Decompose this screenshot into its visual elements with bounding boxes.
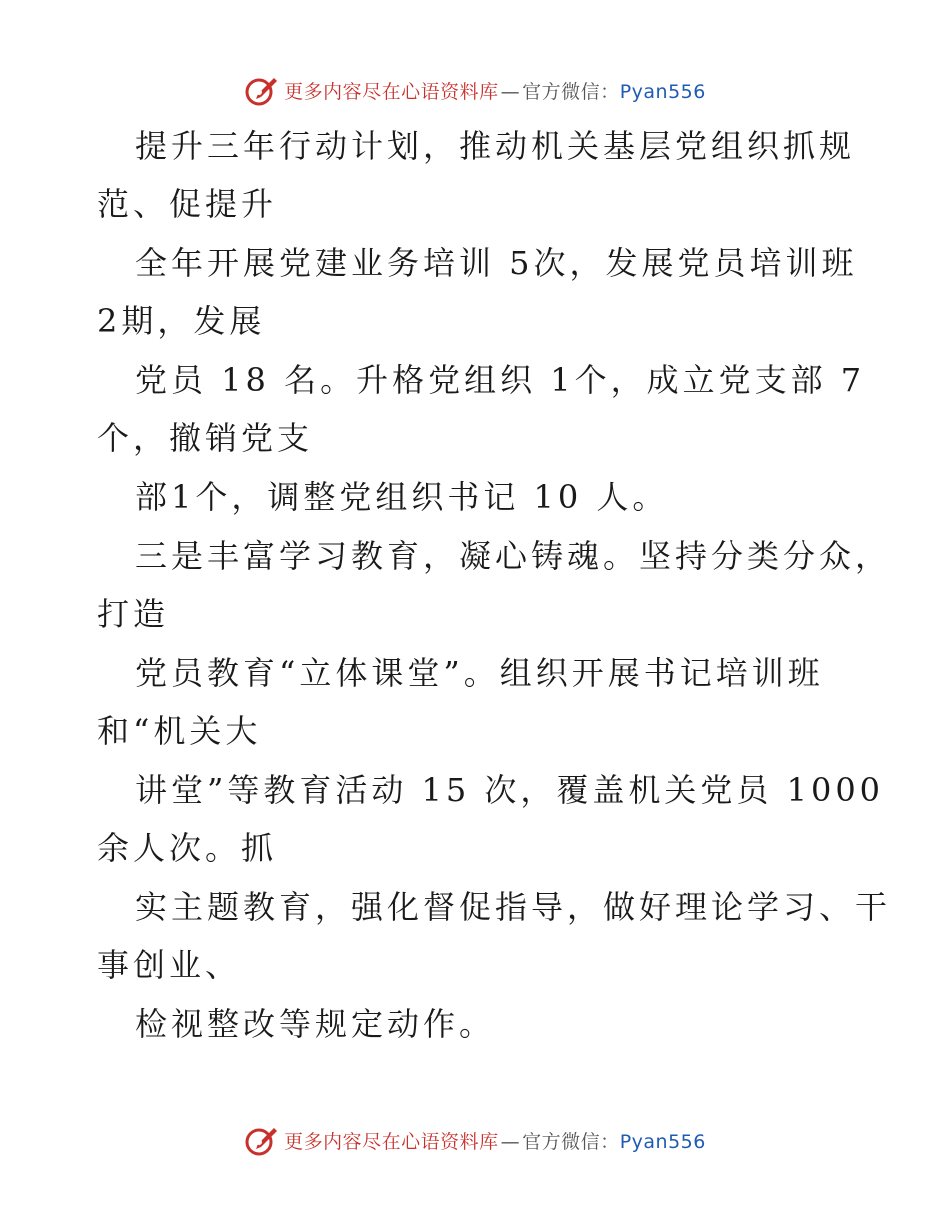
header-red-text: 更多内容尽在心语资料库 bbox=[284, 80, 499, 103]
text-line: 全年开展党建业务培训 5次，发展党员培训班 bbox=[135, 244, 858, 282]
text-line: 检视整改等规定动作。 bbox=[135, 1005, 496, 1043]
text-line: 2期，发展 bbox=[97, 302, 266, 340]
text-line: 打造 bbox=[97, 595, 170, 633]
header-gray-text: 官方微信： bbox=[522, 80, 620, 103]
text-line: 个，撤销党支 bbox=[97, 419, 314, 457]
text-line: 余人次。抓 bbox=[97, 829, 278, 867]
footer-red-text: 更多内容尽在心语资料库 bbox=[284, 1130, 499, 1153]
footer-banner-text bbox=[284, 1127, 706, 1154]
text-line: 党员 18 名。升格党组织 1个，成立党支部 7 bbox=[135, 361, 866, 399]
text-line: 三是丰富学习教育，凝心铸魂。坚持分类分众， bbox=[135, 537, 892, 575]
footer-banner bbox=[0, 1120, 950, 1160]
text-line: 实主题教育，强化督促指导，做好理论学习、干 bbox=[135, 888, 892, 926]
text-line: 提升三年行动计划，推动机关基层党组织抓规 bbox=[135, 127, 856, 165]
text-line: 和“机关大 bbox=[97, 712, 262, 750]
footer-gray-text: 官方微信： bbox=[522, 1130, 620, 1153]
pen-nib-logo-icon bbox=[244, 1122, 280, 1158]
footer-wechat-id: Pyan556 bbox=[619, 1130, 706, 1153]
text-line: 部1个，调整党组织书记 10 人。 bbox=[135, 478, 669, 516]
text-line: 党员教育“立体课堂”。组织开展书记培训班 bbox=[135, 654, 824, 692]
text-line: 范、促提升 bbox=[97, 185, 278, 223]
header-wechat-id: Pyan556 bbox=[619, 80, 706, 103]
text-line: 讲堂”等教育活动 15 次，覆盖机关党员 1000 bbox=[135, 771, 885, 809]
text-line: 事创业、 bbox=[97, 946, 242, 984]
header-dash: — bbox=[500, 80, 521, 103]
footer-dash: — bbox=[500, 1130, 521, 1153]
